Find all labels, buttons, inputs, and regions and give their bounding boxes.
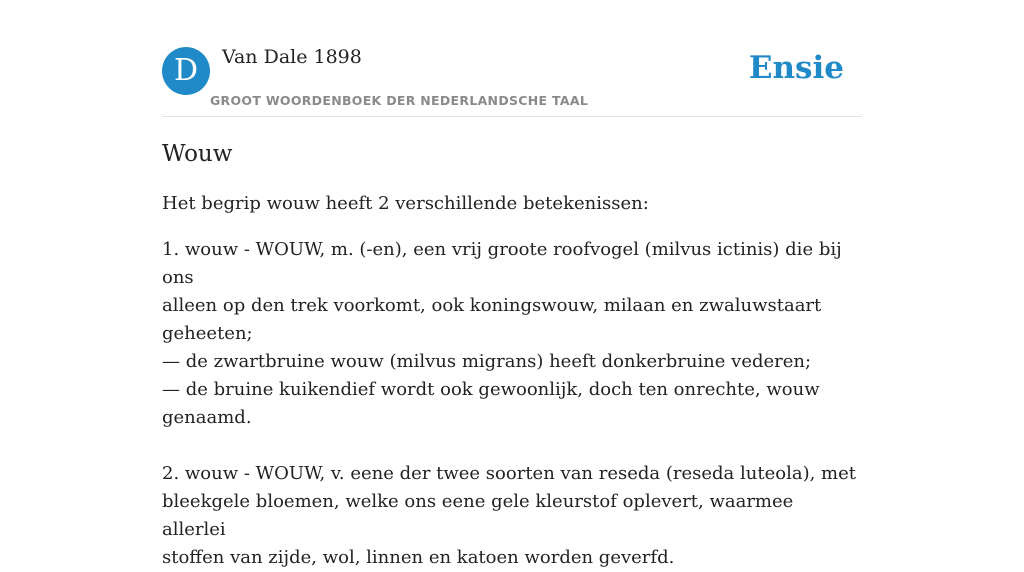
header xyxy=(162,40,862,117)
entry-content xyxy=(162,138,862,572)
definitions-list xyxy=(162,236,862,572)
entry-intro: Het begrip wouw heeft 2 verschillende betekenissen: xyxy=(162,193,649,214)
definition-line: 2. wouw - WOUW, v. eene der twee soorten van reseda (reseda luteola), met xyxy=(162,463,856,484)
definition-line: — de bruine kuikendief wordt ook gewoonlijk, doch ten onrechte, wouw xyxy=(162,379,820,400)
definition-line: alleen op den trek voorkomt, ook koningswouw, milaan en zwaluwstaart xyxy=(162,295,822,316)
definition-item xyxy=(162,236,862,432)
source-subtitle: GROOT WOORDENBOEK DER NEDERLANDSCHE TAAL xyxy=(210,93,589,108)
definition-line: geheeten; xyxy=(162,323,253,344)
definition-line: genaamd. xyxy=(162,407,252,428)
definition-line: stoffen van zijde, wol, linnen en katoen worden geverfd. xyxy=(162,547,675,568)
definition-line: — de zwartbruine wouw (milvus migrans) heeft donkerbruine vederen; xyxy=(162,351,812,372)
source-logo[interactable]: D xyxy=(162,47,210,95)
definition-line: 1. wouw - WOUW, m. (-en), een vrij groote roofvogel (milvus ictinis) die bij ons xyxy=(162,239,842,288)
entry-title: Wouw xyxy=(162,141,233,167)
brand-logo-link[interactable]: Ensie xyxy=(748,50,844,86)
definition-item xyxy=(162,460,862,572)
definition-line: bleekgele bloemen, welke ons eene gele kleurstof oplevert, waarmee allerlei xyxy=(162,491,794,540)
source-title[interactable]: Van Dale 1898 xyxy=(222,46,362,68)
